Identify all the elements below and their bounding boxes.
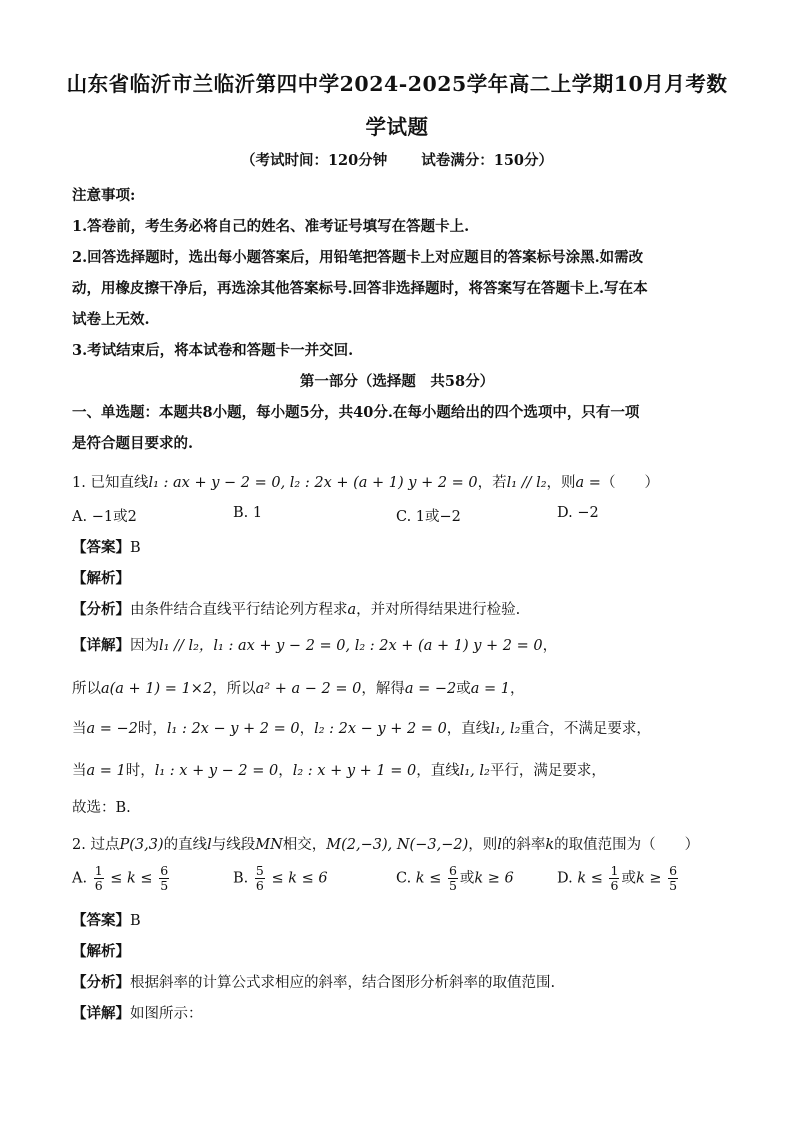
q1-detail-3: 当a = −2时，l₁ : 2x − y + 2 = 0，l₂ : 2x − y + 2 = 0，直线l₁, l₂重合，不满足要求， bbox=[72, 721, 651, 737]
q1-option-c: C. 1或−2 bbox=[396, 509, 461, 525]
fraction: $\frac{6}{5}$ bbox=[160, 863, 169, 893]
document-title-line1: 山东省临沂市兰临沂第四中学2024-2025学年高二上学期10月月考数 bbox=[66, 72, 728, 96]
fraction: $\frac{1}{6}$ bbox=[94, 863, 103, 893]
q1-option-a: A. −1或2 bbox=[72, 509, 137, 525]
exam-time: （考试时间：120分钟 bbox=[240, 152, 388, 169]
q1-detail-4: 当a = 1时，l₁ : x + y − 2 = 0，l₂ : x + y + 1 = 0，直线l₁, l₂平行，满足要求， bbox=[72, 763, 606, 779]
fraction: $\frac{1}{6}$ bbox=[610, 863, 619, 893]
q2-stem: 2. 过点P(3,3)的直线l与线段MN相交，M(2,−3), N(−3,−2)，则l的斜率k的取值范围为（ ） bbox=[72, 837, 700, 853]
notice-item-1: 1.答卷前，考生务必将自己的姓名、准考证号填写在答题卡上. bbox=[72, 218, 470, 235]
document-title-line2: 学试题 bbox=[365, 115, 429, 139]
q1-choose: 故选：B. bbox=[72, 800, 131, 816]
notice-item-3: 3.考试结束后，将本试卷和答题卡一并交回. bbox=[72, 342, 354, 359]
fraction: $\frac{6}{5}$ bbox=[669, 863, 678, 893]
q2-option-d: D. k ≤ $\frac{1}{6}$ 或k ≥ $\frac{6}{5}$ bbox=[557, 863, 678, 893]
q2-detail: 【详解】如图所示： bbox=[72, 1005, 203, 1022]
q2-option-a: A. $\frac{1}{6}$ ≤ k ≤ $\frac{6}{5}$ bbox=[72, 863, 169, 893]
fraction: $\frac{5}{6}$ bbox=[255, 863, 264, 893]
q2-analysis-tag: 【解析】 bbox=[72, 943, 130, 960]
exam-info bbox=[0, 149, 794, 170]
q1-fenxi: 【分析】由条件结合直线平行结论列方程求a，并对所得结果进行检验. bbox=[72, 601, 521, 618]
q1-detail-2: 所以a(a + 1) = 1×2，所以a² + a − 2 = 0，解得a = −2或a = 1， bbox=[72, 681, 525, 697]
exam-score: 试卷满分：150分） bbox=[421, 152, 554, 169]
notice-item-2a: 2.回答选择题时，选出每小题答案后，用铅笔把答题卡上对应题目的答案标号涂黑.如需改 bbox=[72, 249, 644, 266]
q1-detail-1: 【详解】因为l₁ // l₂，l₁ : ax + y − 2 = 0, l₂ : 2x + (a + 1) y + 2 = 0， bbox=[72, 637, 558, 654]
notice-item-2b: 动，用橡皮擦干净后，再选涂其他答案标号.回答非选择题时，将答案写在答题卡上.写在本 bbox=[72, 280, 648, 297]
q2-option-c: C. k ≤ $\frac{6}{5}$ 或k ≥ 6 bbox=[396, 863, 514, 893]
q2-answer: 【答案】B bbox=[72, 912, 141, 929]
part1-heading: 第一部分（选择题 共58分） bbox=[299, 373, 495, 390]
q1-analysis-tag: 【解析】 bbox=[72, 570, 130, 587]
q1-option-d: D. −2 bbox=[557, 505, 599, 521]
q2-option-b: B. $\frac{5}{6}$ ≤ k ≤ 6 bbox=[233, 863, 328, 893]
notice-heading: 注意事项: bbox=[72, 187, 136, 204]
q1-answer: 【答案】B bbox=[72, 539, 141, 556]
q2-fenxi: 【分析】根据斜率的计算公式求相应的斜率，结合图形分析斜率的取值范围. bbox=[72, 974, 556, 991]
fraction: $\frac{6}{5}$ bbox=[448, 863, 457, 893]
section-heading-b: 是符合题目要求的. bbox=[72, 435, 194, 452]
section-heading-a: 一、单选题：本题共8小题，每小题5分，共40分.在每小题给出的四个选项中，只有一项 bbox=[72, 404, 640, 421]
notice-item-2c: 试卷上无效. bbox=[72, 311, 150, 328]
q1-option-b: B. 1 bbox=[233, 505, 263, 521]
q1-stem: 1. 已知直线l₁ : ax + y − 2 = 0, l₂ : 2x + (a + 1) y + 2 = 0，若l₁ // l₂，则a =（ ） bbox=[72, 475, 659, 491]
